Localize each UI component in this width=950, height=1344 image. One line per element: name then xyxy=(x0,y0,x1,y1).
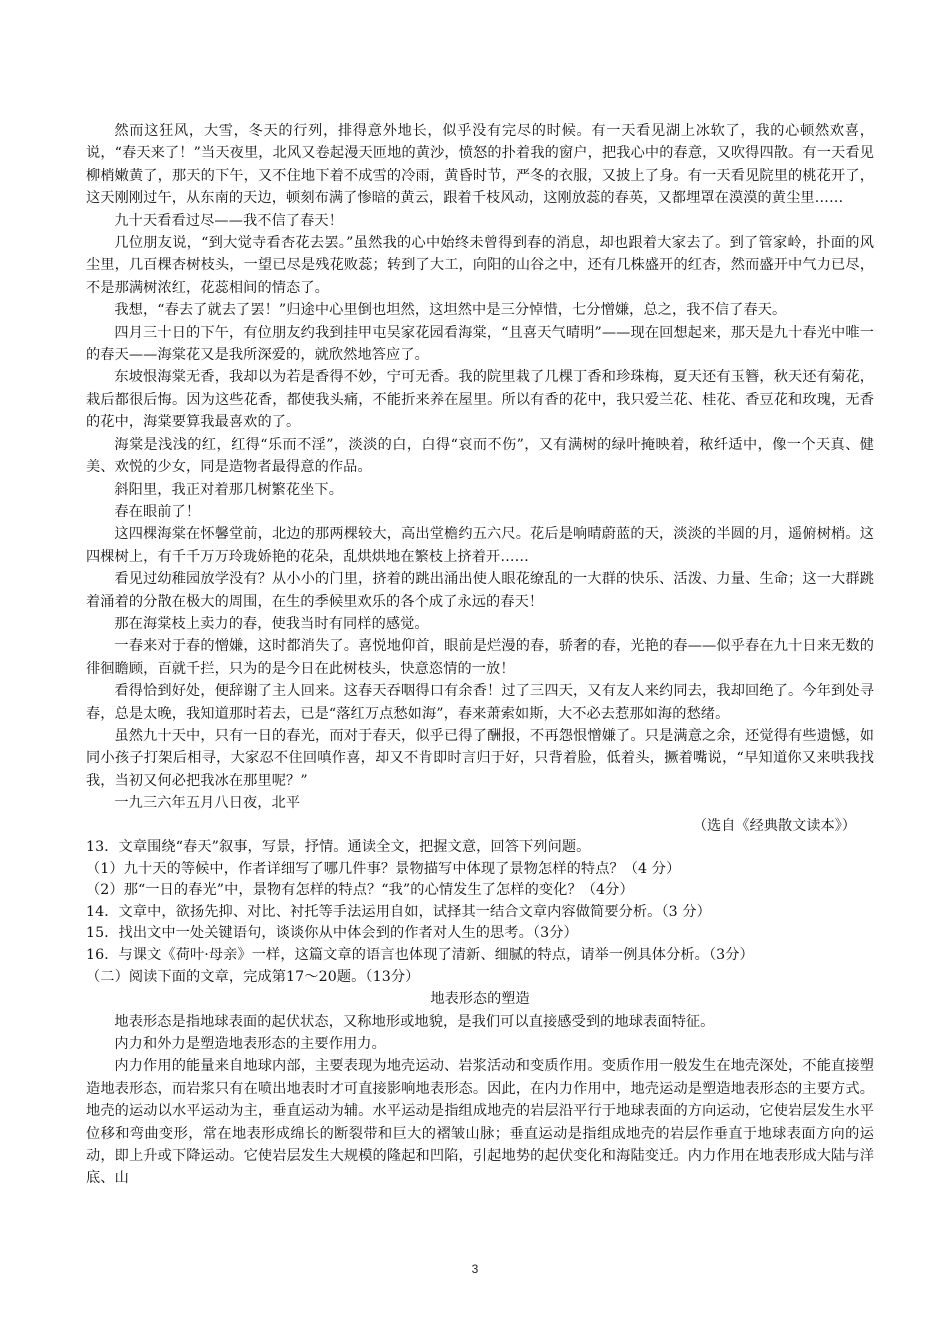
article-paragraph: 内力作用的能量来自地球内部，主要表现为地壳运动、岩浆活动和变质作用。变质作用一般发生在地壳深处，不能直接塑造地表形态，而岩浆只有在喷出地表时才可直接影响地表形态。因此，在内力作用中，地壳运动是塑造地表形态的主要方式。地壳的运动以水平运动为主，垂直运动为辅。水平运动是指组成地壳的岩层沿平行于地球表面的方向运动，它使岩层发生水平位移和弯曲变形，常在地表形成绵长的断裂带和巨大的褶皱山脉；垂直运动是指组成地壳的岩层作垂直于地球表面方向的运动，即上升或下降运动。它使岩层发生大规模的隆起和凹陷，引起地势的起伏变化和海陆变迁。内力作用在地表形成大陆与洋底、山 xyxy=(86,1058,874,1187)
question-item: 16．与课文《荷叶·母亲》一样，这篇文章的语言也体现了清新、细腻的特点，请举一例具体分析。（3分） xyxy=(86,946,754,963)
essay-paragraph: 虽然九十天中，只有一日的春光，而对于春天，似乎已得了酬报，不再怨恨憎嫌了。只是满意之余，还觉得有些遗憾，如同小孩子打架后相寻，大家忍不住回嗔作喜，却又不肯即时言归于好，只背着脸，低着头，撅着嘴说，“早知道你又来哄我找我，当初又何必把我冰在那里呢？” xyxy=(86,727,874,789)
essay-paragraph: 九十天看看过尽——我不信了春天！ xyxy=(114,212,343,229)
essay-paragraph: 看见过幼稚园放学没有？从小小的门里，挤着的跳出涌出使人眼花缭乱的一大群的快乐、活泼、力量、生命；这一大群跳着涌着的分散在极大的周围，在生的季候里欢乐的各个成了永远的春天！ xyxy=(86,571,874,610)
question-item: 13．文章围绕“春天”叙事，写景，抒情。通读全文，把握文意，回答下列问题。 xyxy=(86,839,591,855)
essay-source: （选自《经典散文读本》） xyxy=(692,817,856,834)
essay-date-line: 一九三六年五月八日夜，北平 xyxy=(114,795,301,812)
question-item: （1）九十天的等候中，作者详细写了哪几件事？景物描写中体现了景物怎样的特点？（4 分） xyxy=(86,860,681,877)
section-heading: （二）阅读下面的文章，完成第17～20题。（13分） xyxy=(86,968,420,985)
question-item: （2）那“一日的春光”中，景物有怎样的特点？“我”的心情发生了怎样的变化？（4分） xyxy=(86,882,634,899)
essay-paragraph: 我想，“春去了就去了罢！”归途中心里倒也坦然，这坦然中是三分悼惜，七分憎嫌，总之，我不信了春天。 xyxy=(114,302,787,319)
essay-paragraph: 海棠是浅浅的红，红得“乐而不淫”，淡淡的白，白得“哀而不伤”，又有满树的绿叶掩映着，秾纤适中，像一个天真、健美、欢悦的少女，同是造物者最得意的作品。 xyxy=(86,436,874,476)
essay-paragraph: 几位朋友说，“到大觉寺看杏花去罢。”虽然我的心中始终未曾得到春的消息，却也跟着大家去了。到了管家岭，扑面的风尘里，几百棵杏树枝头，一望已尽是残花败蕊；转到了大工，向阳的山谷之中，还有几株盛开的红杏，然而盛开中气力已尽，不是那满树浓红，花蕊相间的情态了。 xyxy=(86,235,874,296)
essay-paragraph: 看得恰到好处，便辞谢了主人回来。这春天吞咽得口有余香！过了三四天，又有友人来约同去，我却回绝了。今年到处寻春，总是太晚，我知道那时若去，已是“落红万点愁如海”，春来萧索如斯，大不必去惹那如海的愁绪。 xyxy=(86,683,874,722)
article-paragraph: 地表形态是指地球表面的起伏状态，又称地形或地貌，是我们可以直接感受到的地球表面特征。 xyxy=(114,1013,715,1030)
essay-paragraph: 然而这狂风，大雪，冬天的行列，排得意外地长，似乎没有完尽的时候。有一天看见湖上冰软了，我的心顿然欢喜，说，“春天来了！”当天夜里，北风又卷起漫天匝地的黄沙，愤怒的扑着我的窗户，把我心中的春意，又吹得四散。有一天看见柳梢嫩黄了，那天的下午，又不住地下着不成雪的冷雨，黄昏时节，严冬的衣服，又披上了身。有一天看见院里的桃花开了，这天刚刚过午，从东南的天边，顿刻布满了惨暗的黄云，跟着千枝风动，这刚放蕊的春英，又都埋罩在漠漠的黄尘里…… xyxy=(86,123,874,207)
essay-paragraph: 四月三十日的下午，有位朋友约我到挂甲屯吴家花园看海棠，“且喜天气晴明”——现在回想起来，那天是九十春光中唯一的春天——海棠花又是我所深爱的，就欣然地答应了。 xyxy=(86,324,874,364)
article-title: 地表形态的塑造 xyxy=(430,991,530,1008)
essay-paragraph: 春在眼前了！ xyxy=(114,503,201,520)
question-item: 15．找出文中一处关键语句，谈谈你从中体会到的作者对人生的思考。（3分） xyxy=(86,925,578,942)
essay-paragraph: 这四棵海棠在怀馨堂前，北边的那两棵较大，高出堂檐约五六尺。花后是响晴蔚蓝的天，淡淡的半圆的月，遥俯树梢。这四棵树上，有千千万万玲珑娇艳的花朵，乱烘烘地在繁枝上挤着开…… xyxy=(86,526,874,565)
page-number: 3 xyxy=(471,1262,479,1276)
essay-paragraph: 东坡恨海棠无香，我却以为若是香得不妙，宁可无香。我的院里栽了几棵丁香和珍珠梅，夏天还有玉簪，秋天还有菊花，栽后都很后悔。因为这些花香，都使我头痛，不能折来养在屋里。所以有香的花中，我只爱兰花、桂花、香豆花和玫瑰，无香的花中，海棠要算我最喜欢的了。 xyxy=(86,369,874,431)
article-paragraph: 内力和外力是塑造地表形态的主要作用力。 xyxy=(114,1035,386,1052)
question-item: 14．文章中，欲扬先抑、对比、衬托等手法运用自如，试择其一结合文章内容做简要分析。（3 分） xyxy=(86,903,711,920)
essay-paragraph: 一春来对于春的憎嫌，这时都消失了。喜悦地仰首，眼前是烂漫的春，骄奢的春，光艳的春——似乎春在九十日来无数的徘徊瞻顾，百就千拦，只为的是今日在此树枝头，快意恣情的一放！ xyxy=(86,638,874,677)
essay-paragraph: 那在海棠枝上卖力的春，使我当时有同样的感觉。 xyxy=(114,615,429,632)
page-content xyxy=(86,120,874,1190)
essay-paragraph: 斜阳里，我正对着那几树繁花坐下。 xyxy=(114,481,343,498)
